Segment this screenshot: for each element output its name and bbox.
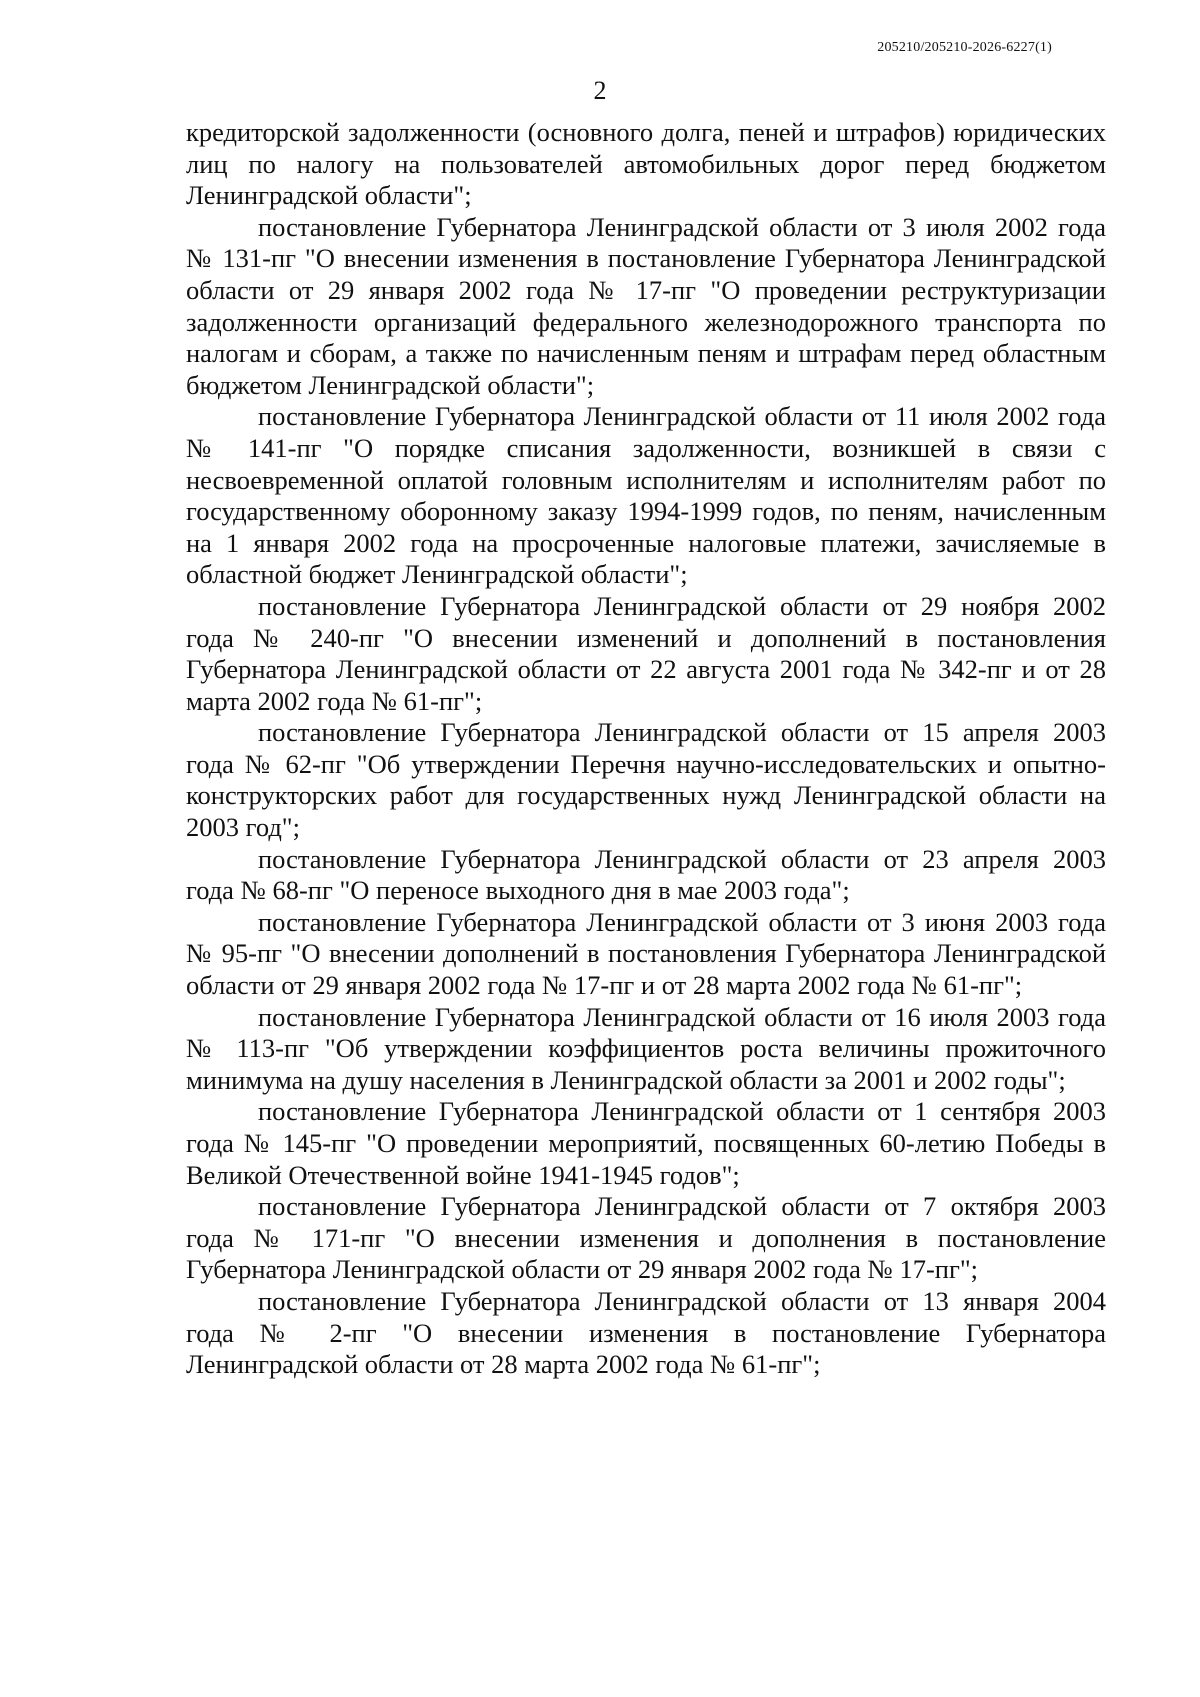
paragraph-decree: постановление Губернатора Ленинградской области от 1 сентября 2003 года № 145-пг "О проведении мероприятий, посвященных 60-летию Победы в Великой Отечественной войне 1941-1945 годов";: [186, 1096, 1106, 1190]
document-id: 205210/205210-2026-6227(1): [877, 40, 1052, 55]
paragraph-decree: постановление Губернатора Ленинградской области от 15 апреля 2003 года № 62-пг "Об утверждении Перечня научно-исследовательских и опытно-конструкторских работ для государственных нужд Ленинградской области на 2003 год";: [186, 717, 1106, 843]
paragraph-decree: постановление Губернатора Ленинградской области от 29 ноября 2002 года № 240-пг "О внесении изменений и дополнений в постановления Губернатора Ленинградской области от 22 августа 2001 года № 342-пг и от 28 марта 2002 года № 61-пг";: [186, 590, 1106, 716]
paragraph-decree: постановление Губернатора Ленинградской области от 16 июля 2003 года № 113-пг "Об утверждении коэффициентов роста величины прожиточного минимума на душу населения в Ленинградской области за 2001 и 2002 годы";: [186, 1001, 1106, 1095]
paragraph-decree: постановление Губернатора Ленинградской области от 23 апреля 2003 года № 68-пг "О переносе выходного дня в мае 2003 года";: [186, 843, 1106, 906]
page-number: 2: [593, 76, 607, 105]
paragraph-continuation: кредиторской задолженности (основного долга, пеней и штрафов) юридических лиц по налогу на пользователей автомобильных дорог перед бюджетом Ленинградской области";: [186, 117, 1106, 211]
paragraph-decree: постановление Губернатора Ленинградской области от 11 июля 2002 года № 141-пг "О порядке списания задолженности, возникшей в связи с несвоевременной оплатой головным исполнителям и исполнителям работ по государственному оборонному заказу 1994-1999 годов, по пеням, начисленным на 1 января 2002 года на просроченные налоговые платежи, зачисляемые в областной бюджет Ленинградской области";: [186, 401, 1106, 590]
paragraph-decree: постановление Губернатора Ленинградской области от 13 января 2004 года № 2-пг "О внесении изменения в постановление Губернатора Ленинградской области от 28 марта 2002 года № 61-пг";: [186, 1285, 1106, 1380]
paragraph-decree: постановление Губернатора Ленинградской области от 7 октября 2003 года № 171-пг "О внесении изменения и дополнения в постановление Губернатора Ленинградской области от 29 января 2002 года № 17-пг";: [186, 1191, 1106, 1285]
paragraph-decree: постановление Губернатора Ленинградской области от 3 июня 2003 года № 95-пг "О внесении дополнений в постановления Губернатора Ленинградской области от 29 января 2002 года № 17-пг и от 28 марта 2002 года № 61-пг";: [186, 906, 1106, 1001]
document-body: [186, 117, 1106, 1381]
paragraph-decree: постановление Губернатора Ленинградской области от 3 июля 2002 года № 131-пг "О внесении изменения в постановление Губернатора Ленинградской области от 29 января 2002 года № 17-пг "О проведении реструктуризации задолженности организаций федерального железнодорожного транспорта по налогам и сборам, а также по начисленным пеням и штрафам перед областным бюджетом Ленинградской области";: [186, 211, 1106, 400]
